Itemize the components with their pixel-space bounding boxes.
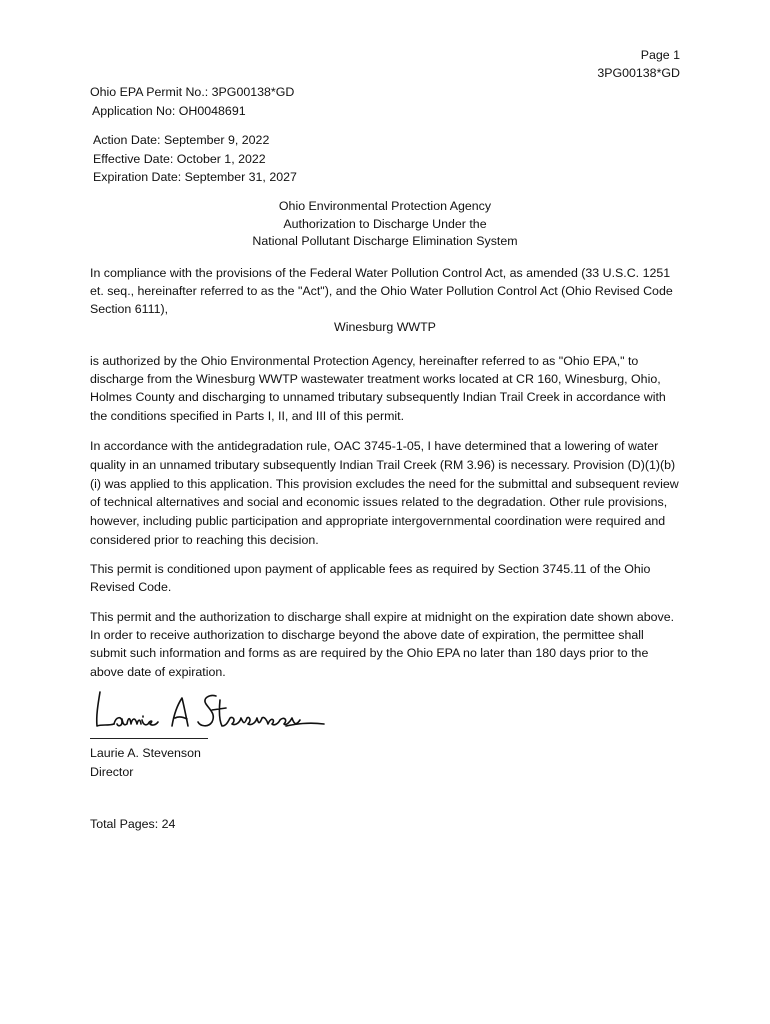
signer-name: Laurie A. Stevenson bbox=[90, 746, 201, 760]
agency-title bbox=[90, 198, 680, 251]
authorization-paragraph: is authorized by the Ohio Environmental Protection Agency, hereinafter referred to as "Ohio EPA," to discharge from the Winesburg WWTP wastewater treatment works located at CR 160, Winesburg, Ohio, Holmes County and discharging to unnamed tributary subsequently Indian Trail Creek in accordance with the conditions specified in Parts I, II, and III of this permit. bbox=[90, 354, 666, 423]
fees-paragraph: This permit is conditioned upon payment of applicable fees as required by Section 3745.11 of the Ohio Revised Code. bbox=[90, 562, 651, 595]
agency-line-1: Ohio Environmental Protection Agency bbox=[278, 199, 492, 213]
signer-block bbox=[90, 744, 680, 781]
permit-dates bbox=[93, 131, 683, 187]
expiration-paragraph: This permit and the authorization to discharge shall expire at midnight on the expiration date shown above. In order to receive authorization to discharge beyond the above date of expiration, the permittee shall submit such information and forms as are required by the Ohio EPA no later than 180 days prior to the above date of expiration. bbox=[90, 610, 675, 679]
expiration-date: Expiration Date: September 31, 2027 bbox=[93, 170, 297, 184]
page-number: Page 1 bbox=[640, 48, 680, 62]
permit-number: Ohio EPA Permit No.: 3PG00138*GD bbox=[90, 85, 295, 99]
action-date: Action Date: September 9, 2022 bbox=[93, 133, 270, 147]
facility-name: Winesburg WWTP bbox=[334, 320, 436, 334]
handwritten-signature bbox=[90, 686, 330, 736]
page-header bbox=[597, 47, 680, 82]
effective-date: Effective Date: October 1, 2022 bbox=[93, 151, 266, 166]
signature-line bbox=[90, 738, 208, 739]
agency-line-2: Authorization to Discharge Under the bbox=[283, 216, 487, 231]
antidegradation-paragraph: In accordance with the antidegradation rule, OAC 3745-1-05, I have determined that a lowering of water quality in an unnamed tributary subsequently Indian Trail Creek (RM 3.96) is necessary. Provision (D)(1)(b)(i) was applied to this application. This provision excludes the need for the submittal and subsequent review of technical alternatives and social and economic issues related to the degradation. Other rule provisions, however, including public participation and appropriate intergovernmental coordination were required and considered prior to reaching this decision. bbox=[90, 439, 679, 547]
permit-identifiers bbox=[90, 83, 680, 120]
compliance-paragraph: In compliance with the provisions of the Federal Water Pollution Control Act, as amended (33 U.S.C. 1251 et. seq., hereinafter referred to as the "Act"), and the Ohio Water Pollution Control Act (Ohio Revised Code Section 6111), bbox=[90, 266, 673, 317]
application-number: Application No: OH0048691 bbox=[92, 103, 246, 118]
total-pages: Total Pages: 24 bbox=[90, 817, 176, 831]
header-permit-ref: 3PG00138*GD bbox=[597, 65, 680, 80]
signer-title: Director bbox=[90, 764, 134, 779]
agency-line-3: National Pollutant Discharge Elimination System bbox=[252, 234, 518, 248]
